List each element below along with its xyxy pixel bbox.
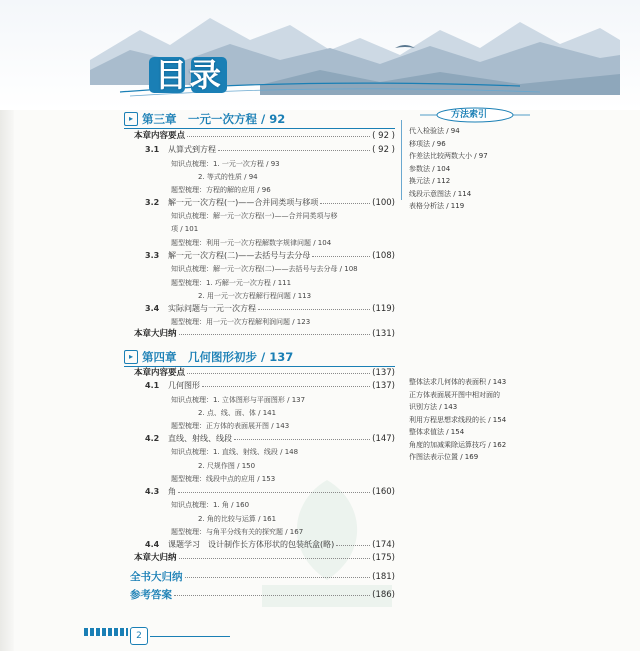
- section-number: 3.2: [145, 198, 160, 207]
- toc-subentry: [171, 419, 395, 433]
- method-index-item[interactable]: 作差法比较两数大小 / 97: [409, 152, 488, 160]
- method-index-item[interactable]: 正方体表面展开图中相对面的: [409, 390, 500, 399]
- entry-text: 题型梳理：用一元一次方程解利润问题 / 123: [171, 318, 311, 326]
- toc-entry-label: [145, 302, 256, 316]
- entry-text: 知识点梳理：1. 一元一次方程 / 93: [171, 160, 280, 168]
- toc-entry-label: [171, 262, 358, 276]
- method-index-item[interactable]: 代入检验法 / 94: [409, 127, 460, 135]
- entry-text: 本章大归纳: [134, 329, 177, 339]
- section-number: 4.2: [145, 434, 160, 443]
- toc-subentry: [198, 170, 395, 184]
- toc-entry-label: [198, 170, 258, 184]
- toc-subentry: [171, 393, 395, 407]
- entry-text: 知识点梳理：解一元一次方程(二)——去括号与去分母 / 108: [171, 265, 358, 273]
- method-index-item[interactable]: 换元法 / 112: [409, 177, 451, 185]
- entry-text: 知识点梳理：1. 角 / 160: [171, 501, 250, 509]
- entry-text: 本章内容要点: [134, 131, 186, 141]
- toc-subentry: [171, 209, 395, 223]
- entry-text: 项 / 101: [171, 225, 199, 233]
- entry-text: 题型梳理：1. 巧解一元一次方程 / 111: [171, 279, 292, 287]
- toc-entry-label: [145, 249, 310, 263]
- method-index-item[interactable]: 表格分析法 / 119: [409, 202, 465, 210]
- dot-leader: [258, 302, 370, 310]
- toc-subentry: [198, 406, 395, 420]
- entry-text: 题型梳理：方程的解的应用 / 96: [171, 186, 271, 194]
- toc-subentry: [198, 512, 395, 526]
- entry-text: 课题学习 设计制作长方体形状的包装纸盒(略): [168, 540, 335, 549]
- entry-text: 知识点梳理：1. 直线、射线、线段 / 148: [171, 448, 299, 456]
- dot-leader: [312, 249, 370, 257]
- page-ref: (108): [372, 251, 395, 261]
- section-number: 4.1: [145, 381, 160, 390]
- page-ref: (160): [372, 487, 395, 497]
- chapter-heading[interactable]: [124, 111, 285, 127]
- entry-text: 知识点梳理：解一元一次方程(一)——合并同类项与移: [171, 212, 338, 220]
- dot-leader: [320, 196, 370, 204]
- entry-text: 直线、射线、线段: [168, 434, 232, 443]
- toc-subentry: [171, 236, 395, 250]
- page-ref: (147): [372, 434, 395, 444]
- toc-entry[interactable]: [134, 551, 395, 565]
- entry-text: 2. 尺规作图 / 150: [198, 462, 256, 470]
- toc-entry[interactable]: [145, 379, 395, 393]
- entry-text: 角: [168, 487, 176, 496]
- toc-entry-label: [198, 512, 276, 526]
- dot-leader: [179, 551, 371, 559]
- toc-entry[interactable]: [134, 366, 395, 380]
- page-ref: (174): [372, 540, 395, 550]
- toc-subentry: [171, 472, 395, 486]
- section-number: 3.1: [145, 145, 160, 154]
- toc-entry-label: [171, 209, 337, 223]
- entry-text: 2. 等式的性质 / 94: [198, 173, 258, 181]
- toc-entry-label: [198, 289, 311, 303]
- toc-subentry: [171, 262, 395, 276]
- section-number: 3.4: [145, 304, 160, 313]
- entry-text: 2. 用一元一次方程解行程问题 / 113: [198, 292, 312, 300]
- footer-rule: [150, 636, 230, 637]
- toc-entry-label: [134, 327, 177, 341]
- dot-leader: [202, 379, 370, 387]
- toc-entry-label: [145, 379, 200, 393]
- dot-leader: [234, 432, 370, 440]
- chapter-title: 第三章 一元一次方程 / 92: [142, 112, 286, 126]
- page-number: 2: [130, 627, 148, 645]
- toc-entry-label: [171, 525, 303, 539]
- toc-subentry: [171, 276, 395, 290]
- toc-entry-label: [171, 236, 331, 250]
- entry-text: 从算式到方程: [168, 145, 216, 154]
- toc-entry[interactable]: [145, 196, 395, 210]
- toc-entry-label: [145, 538, 334, 552]
- toc-entry[interactable]: [145, 302, 395, 316]
- toc-entry-label: [171, 276, 291, 290]
- toc-entry[interactable]: [145, 432, 395, 446]
- toc-entry-label: [171, 472, 275, 486]
- entry-text: 题型梳理：正方体的表面展开图 / 143: [171, 422, 290, 430]
- toc-entry-label: [145, 485, 176, 499]
- page-ref: (181): [372, 572, 395, 582]
- toc-entry[interactable]: [145, 538, 395, 552]
- toc-entry-label: [130, 570, 183, 584]
- toc-entry-label: [198, 406, 276, 420]
- entry-text: 题型梳理：与角平分线有关的探究题 / 167: [171, 528, 304, 536]
- toc-entry[interactable]: [130, 588, 395, 602]
- page-ref: (186): [372, 590, 395, 600]
- method-index-item[interactable]: 整体法求几何体的表面积 / 143: [409, 378, 507, 386]
- toc-entry[interactable]: [134, 327, 395, 341]
- toc-entry-label: [171, 445, 298, 459]
- entry-text: 几何图形: [168, 381, 200, 390]
- chapter-marker-icon: ▸: [124, 112, 138, 126]
- page-ref: (137): [372, 368, 395, 378]
- toc-entry-label: [145, 143, 216, 157]
- chapter-title: 第四章 几何图形初步 / 137: [142, 350, 294, 364]
- toc-entry-label: [130, 588, 172, 602]
- section-number: 4.3: [145, 487, 160, 496]
- method-index-item[interactable]: 线段示意图法 / 114: [409, 189, 472, 198]
- page-ref: (131): [372, 329, 395, 339]
- toc-subentry: [171, 183, 395, 197]
- toc-entry[interactable]: [130, 570, 395, 584]
- toc-entry-label: [171, 183, 271, 197]
- chapter-marker-icon: ▸: [124, 350, 138, 364]
- toc-entry-label: [145, 432, 232, 446]
- entry-text: 本章内容要点: [134, 368, 186, 378]
- page-ref: (137): [372, 381, 395, 391]
- toc-entry[interactable]: [145, 485, 395, 499]
- dot-leader: [218, 143, 370, 151]
- dot-leader: [336, 538, 370, 546]
- toc-entry-label: [171, 498, 249, 512]
- section-number: 3.3: [145, 251, 160, 260]
- toc-entry-label: [171, 419, 289, 433]
- footer-decoration: [84, 628, 128, 636]
- method-index-item[interactable]: 参数法 / 104: [409, 164, 451, 173]
- toc-subentry: [171, 222, 395, 236]
- section-number: 4.4: [145, 540, 160, 549]
- toc-entry-label: [171, 222, 198, 236]
- entry-text: 2. 点、线、面、体 / 141: [198, 409, 277, 417]
- entry-text: 解一元一次方程(一)——合并同类项与移项: [168, 198, 319, 207]
- toc-entry-label: [171, 157, 280, 171]
- toc-entry-label: [134, 129, 185, 143]
- entry-text: 参考答案: [130, 589, 172, 601]
- page-title: 目录: [154, 56, 223, 94]
- toc-subentry: [171, 445, 395, 459]
- entry-text: 题型梳理：线段中点的应用 / 153: [171, 475, 276, 483]
- toc-entry-label: [134, 366, 185, 380]
- toc-entry[interactable]: [145, 249, 395, 263]
- dot-leader: [187, 129, 370, 137]
- entry-text: 题型梳理：利用一元一次方程解数字规律问题 / 104: [171, 239, 332, 247]
- page-ref: ( 92 ): [372, 131, 395, 141]
- toc-entry-label: [171, 393, 305, 407]
- page-ref: (119): [372, 304, 395, 314]
- entry-text: 全书大归纳: [130, 571, 183, 583]
- page-ref: (100): [372, 198, 395, 208]
- method-index-item[interactable]: 移项法 / 96: [409, 139, 446, 148]
- toc-subentry: [198, 459, 395, 473]
- toc-entry[interactable]: [134, 129, 395, 143]
- entry-text: 知识点梳理：1. 立体图形与平面图形 / 137: [171, 396, 306, 404]
- toc-entry-label: [134, 551, 177, 565]
- toc-entry-label: [198, 459, 255, 473]
- entry-text: 2. 角的比较与运算 / 161: [198, 515, 277, 523]
- dot-leader: [179, 327, 371, 335]
- method-index-item[interactable]: 角度的加减乘除运算技巧 / 162: [409, 440, 507, 449]
- chapter-heading[interactable]: [124, 349, 293, 365]
- entry-text: 解一元一次方程(二)——去括号与去分母: [168, 251, 311, 260]
- dot-leader: [185, 570, 371, 578]
- dot-leader: [178, 485, 370, 493]
- toc-subentry: [171, 498, 395, 512]
- page-ref: ( 92 ): [372, 145, 395, 155]
- entry-text: 实际问题与一元一次方程: [168, 304, 256, 313]
- method-index-item[interactable]: 作图法表示位置 / 169: [409, 453, 479, 461]
- method-index-item[interactable]: 整体求值法 / 154: [409, 428, 465, 436]
- toc-subentry: [198, 289, 395, 303]
- dot-leader: [174, 588, 370, 596]
- method-index-item[interactable]: 利用方程思想求线段的长 / 154: [409, 415, 507, 424]
- entry-text: 本章大归纳: [134, 553, 177, 563]
- toc-subentry: [171, 157, 395, 171]
- method-index-title: 方法索引: [450, 110, 487, 120]
- method-index-item[interactable]: 识别方法 / 143: [409, 403, 458, 411]
- dot-leader: [187, 366, 370, 374]
- toc-entry-label: [145, 196, 318, 210]
- page-ref: (175): [372, 553, 395, 563]
- toc-subentry: [171, 525, 395, 539]
- toc-entry[interactable]: [145, 143, 395, 157]
